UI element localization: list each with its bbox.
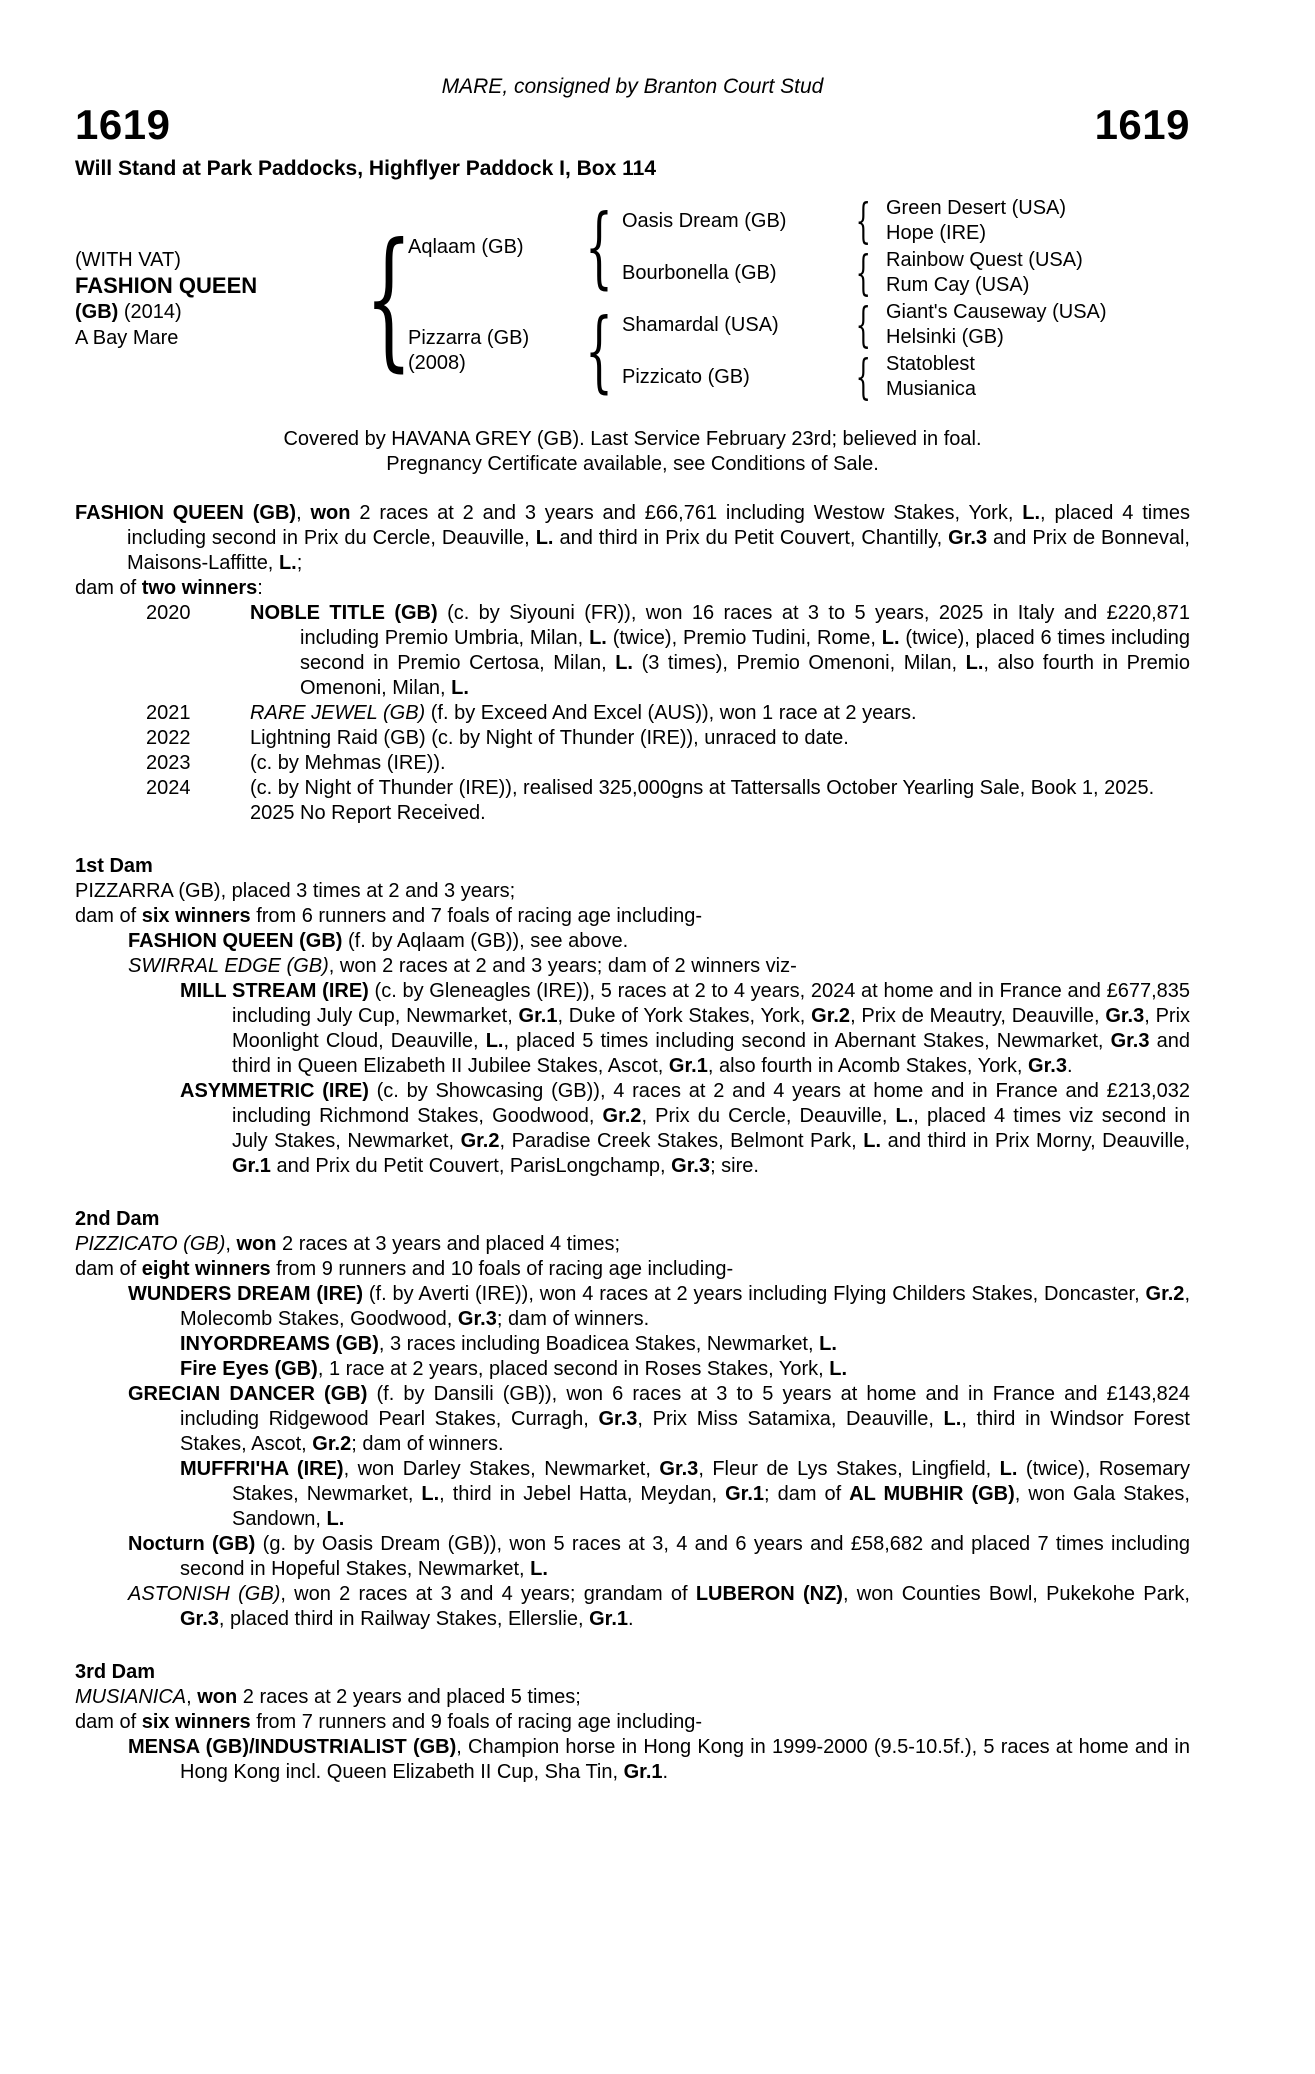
text-run: Gr.2 bbox=[1145, 1283, 1185, 1305]
consignor-line: MARE, consigned by Branton Court Stud bbox=[441, 75, 824, 98]
text-run: L. bbox=[965, 652, 984, 674]
text-run: NOBLE TITLE (GB) bbox=[250, 602, 438, 624]
text-run: , 1 race at 2 years, placed second in Roses Stakes, York, bbox=[317, 1358, 830, 1380]
text-run: L. bbox=[943, 1408, 962, 1430]
text-run: . bbox=[628, 1608, 634, 1630]
text-run: ASYMMETRIC (IRE) bbox=[180, 1080, 369, 1102]
text-run: , third in Windsor Forest Stakes, Ascot, bbox=[180, 1408, 1190, 1455]
text-run: dam of bbox=[75, 577, 142, 599]
text-run: . bbox=[662, 1761, 669, 1783]
text-run: ; dam of winners. bbox=[496, 1308, 650, 1330]
text-run: 2 races at 2 years and placed 5 times; bbox=[237, 1686, 581, 1708]
pizzarra-record bbox=[75, 879, 1190, 904]
text-run: ; bbox=[296, 552, 303, 574]
text-run: Gr.3 bbox=[948, 527, 988, 549]
mare-suffix-year bbox=[75, 299, 370, 325]
text-run: (f. by Averti (IRE)), won 4 races at 2 years including Flying Childers Stakes, Doncaster, bbox=[363, 1283, 1146, 1305]
text-run: Gr.1 bbox=[518, 1005, 558, 1027]
first-dam-heading bbox=[75, 854, 1190, 879]
pedigree-brace-icon: { bbox=[585, 299, 613, 402]
pedigree-brace-icon: { bbox=[855, 349, 871, 405]
text-run: (c. by Mehmas (IRE)). bbox=[250, 752, 446, 774]
produce-year: 2020 bbox=[146, 602, 191, 624]
catalogue-page bbox=[0, 74, 1315, 1825]
dam-year: (2008) bbox=[408, 352, 466, 374]
produce-year: 2023 bbox=[146, 752, 191, 774]
text-run: ASTONISH (GB) bbox=[128, 1583, 281, 1605]
horse-name: Musianica bbox=[886, 378, 977, 400]
horse-name: Rum Cay (USA) bbox=[886, 274, 1030, 296]
covering-line-2: Pregnancy Certificate available, see Conditions of Sale. bbox=[386, 453, 879, 475]
dam-name: Pizzarra (GB) bbox=[408, 327, 530, 349]
third-dam-heading bbox=[75, 1660, 1190, 1685]
text-run: PIZZARRA (GB), placed 3 times at 2 and 3 years; bbox=[75, 880, 516, 902]
text-run: dam of bbox=[75, 1258, 142, 1280]
text-run: , won Darley Stakes, Newmarket, bbox=[343, 1458, 660, 1480]
offspring-nocturn bbox=[75, 1532, 1190, 1582]
text-run: Fire Eyes (GB) bbox=[180, 1358, 318, 1380]
text-run: ; dam of winners. bbox=[351, 1433, 504, 1455]
lot-number-row bbox=[75, 101, 1190, 148]
text-run: Gr.2 bbox=[460, 1130, 500, 1152]
text-run: and third in Prix du Petit Couvert, Chantilly, bbox=[553, 527, 949, 549]
text-run: , Prix de Meautry, Deauville, bbox=[850, 1005, 1106, 1027]
text-run: MUSIANICA bbox=[75, 1686, 187, 1708]
offspring-asymmetric bbox=[75, 1079, 1190, 1179]
produce-record-2021 bbox=[75, 701, 1190, 726]
offspring-astonish bbox=[75, 1582, 1190, 1632]
text-run: MENSA (GB)/INDUSTRIALIST (GB) bbox=[128, 1736, 457, 1758]
text-run: 1st Dam bbox=[75, 855, 153, 877]
text-run: Gr.2 bbox=[811, 1005, 851, 1027]
offspring-muffriha bbox=[75, 1457, 1190, 1532]
text-run: L. bbox=[421, 1483, 440, 1505]
text-run: six winners bbox=[141, 905, 251, 927]
text-run: Gr.3 bbox=[659, 1458, 699, 1480]
text-run: L. bbox=[881, 627, 900, 649]
text-run: dam of bbox=[75, 1711, 142, 1733]
text-run: Gr.1 bbox=[589, 1608, 628, 1630]
text-run: , Prix Miss Satamixa, Deauville, bbox=[637, 1408, 944, 1430]
offspring-swirral-edge bbox=[75, 954, 1190, 979]
text-run: L. bbox=[1022, 502, 1041, 524]
covering-details bbox=[75, 427, 1190, 477]
text-run: , Paradise Creek Stakes, Belmont Park, bbox=[499, 1130, 864, 1152]
horse-name: Giant's Causeway (USA) bbox=[886, 301, 1107, 323]
text-run: (g. by Oasis Dream (GB)), won 5 races at 3, 4 and 6 years and £58,682 and placed 7 times including second in Hopeful Stakes, Newmarket, bbox=[180, 1533, 1190, 1580]
text-run: L. bbox=[819, 1333, 837, 1355]
text-run: , placed 4 times viz second in July Stakes, Newmarket, bbox=[232, 1105, 1190, 1152]
text-run: RARE JEWEL (GB) bbox=[250, 702, 426, 724]
horse-name: Oasis Dream (GB) bbox=[622, 209, 787, 232]
text-run: , bbox=[296, 502, 311, 524]
text-run: Gr.1 bbox=[232, 1155, 271, 1177]
text-run: , Champion horse in Hong Kong in 1999-2000 (9.5-10.5f.), 5 races at home and in Hong Kong incl. Queen Elizabeth II Cup, Sha Tin, bbox=[180, 1736, 1190, 1783]
produce-record-2024 bbox=[75, 776, 1190, 801]
mare-foaling-year: (2014) bbox=[123, 301, 182, 323]
vat-note: (WITH VAT) bbox=[75, 249, 181, 271]
text-run: , won 2 races at 3 and 4 years; grandam of bbox=[280, 1583, 696, 1605]
text-run: , Fleur de Lys Stakes, Lingfield, bbox=[698, 1458, 1000, 1480]
horse-name: Green Desert (USA) bbox=[886, 197, 1067, 219]
text-run: (f. by Exceed And Excel (AUS)), won 1 race at 2 years. bbox=[425, 702, 917, 724]
text-run: MILL STREAM (IRE) bbox=[180, 980, 369, 1002]
text-run: , Prix du Cercle, Deauville, bbox=[641, 1105, 896, 1127]
text-run: (twice), placed 6 times including second in Premio Certosa, Milan, bbox=[300, 627, 1190, 674]
dam-cell bbox=[408, 299, 576, 403]
text-run: 2nd Dam bbox=[75, 1208, 160, 1230]
text-run: , 3 races including Boadicea Stakes, Newmarket, bbox=[378, 1333, 820, 1355]
dam-of-line bbox=[75, 576, 1190, 601]
text-run: from 9 runners and 10 foals of racing age including- bbox=[270, 1258, 734, 1280]
text-run: , placed third in Railway Stakes, Ellerslie, bbox=[218, 1608, 590, 1630]
text-run: GRECIAN DANCER (GB) bbox=[128, 1383, 368, 1405]
grandsire-cell bbox=[622, 195, 840, 247]
text-run: , placed 4 times including second in Prix du Cercle, Deauville, bbox=[127, 502, 1190, 549]
text-run: Lightning Raid (GB) (c. by Night of Thunder (IRE)), unraced to date. bbox=[250, 727, 849, 749]
text-run: SWIRRAL EDGE (GB) bbox=[128, 955, 329, 977]
mare-details bbox=[75, 195, 370, 403]
text-run: 2 races at 3 years and placed 4 times; bbox=[276, 1233, 621, 1255]
mare-name: FASHION QUEEN bbox=[75, 273, 258, 298]
produce-record-2022 bbox=[75, 726, 1190, 751]
offspring-mensa-industrialist bbox=[75, 1735, 1190, 1785]
produce-record-2023 bbox=[75, 751, 1190, 776]
text-run: , third in Jebel Hatta, Meydan, bbox=[439, 1483, 726, 1505]
pedigree-brace-icon: { bbox=[855, 297, 871, 353]
dam-of-line bbox=[75, 1710, 1190, 1735]
text-run: from 7 runners and 9 foals of racing age including- bbox=[250, 1711, 703, 1733]
musianica-record bbox=[75, 1685, 1190, 1710]
granddam-cell bbox=[622, 351, 840, 403]
text-run: Gr.3 bbox=[671, 1155, 711, 1177]
text-run: , also fourth in Acomb Stakes, York, bbox=[707, 1055, 1029, 1077]
text-run: : bbox=[257, 577, 263, 599]
text-run: L. bbox=[615, 652, 633, 674]
offspring-fashion-queen bbox=[75, 929, 1190, 954]
text-run: , won 2 races at 2 and 3 years; dam of 2 winners viz- bbox=[328, 955, 797, 977]
text-run: won bbox=[197, 1686, 238, 1708]
text-run: (c. by Night of Thunder (IRE)), realised 325,000gns at Tattersalls October Yearling Sale, Book 1, 2025. bbox=[250, 777, 1155, 799]
dam-of-line bbox=[75, 904, 1190, 929]
horse-name: Hope (IRE) bbox=[886, 222, 987, 244]
dam-of-line bbox=[75, 1257, 1190, 1282]
horse-name: Bourbonella (GB) bbox=[622, 261, 777, 284]
text-run: L. bbox=[895, 1105, 914, 1127]
sire-cell bbox=[408, 195, 576, 299]
text-run: (c. by Showcasing (GB)), 4 races at 2 and 4 years at home and in France and £213,032 including Richmond Stakes, Goodwood, bbox=[232, 1080, 1190, 1127]
covering-line-1: Covered by HAVANA GREY (GB). Last Service February 23rd; believed in foal. bbox=[283, 428, 982, 450]
text-run: 2 races at 2 and 3 years and £66,761 including Westow Stakes, York, bbox=[350, 502, 1023, 524]
mare-description: A Bay Mare bbox=[75, 327, 179, 349]
text-run: L. bbox=[589, 627, 607, 649]
text-run: Gr.1 bbox=[623, 1761, 663, 1783]
text-run: , Molecomb Stakes, Goodwood, bbox=[180, 1283, 1190, 1330]
text-run: L. bbox=[451, 677, 469, 699]
offspring-fire-eyes bbox=[75, 1357, 1190, 1382]
text-run: L. bbox=[999, 1458, 1018, 1480]
horse-name: Pizzicato (GB) bbox=[622, 365, 750, 388]
body-sections bbox=[75, 501, 1190, 1785]
text-run: Gr.3 bbox=[1110, 1030, 1150, 1052]
produce-record-2020 bbox=[75, 601, 1190, 701]
fashion-queen-race-record bbox=[75, 501, 1190, 576]
text-run: ; sire. bbox=[710, 1155, 759, 1177]
text-run: AL MUBHIR (GB) bbox=[849, 1483, 1015, 1505]
horse-name: Shamardal (USA) bbox=[622, 313, 779, 336]
great-grandparents-pair bbox=[886, 247, 1190, 299]
text-run: six winners bbox=[141, 1711, 251, 1733]
stand-location-line: Will Stand at Park Paddocks, Highflyer Paddock I, Box 114 bbox=[75, 157, 656, 180]
text-run: Gr.1 bbox=[725, 1483, 765, 1505]
granddam-cell bbox=[622, 247, 840, 299]
text-run: , Duke of York Stakes, York, bbox=[557, 1005, 812, 1027]
pizzicato-record bbox=[75, 1232, 1190, 1257]
text-run: L. bbox=[278, 552, 297, 574]
text-run: L. bbox=[535, 527, 554, 549]
text-run: Gr.2 bbox=[312, 1433, 352, 1455]
second-dam-heading bbox=[75, 1207, 1190, 1232]
text-run: eight winners bbox=[141, 1258, 271, 1280]
offspring-inyordreams bbox=[75, 1332, 1190, 1357]
horse-name: Rainbow Quest (USA) bbox=[886, 249, 1083, 271]
text-run: and third in Queen Elizabeth II Jubilee Stakes, Ascot, bbox=[232, 1030, 1190, 1077]
text-run: and Prix de Bonneval, Maisons-Laffitte, bbox=[127, 527, 1190, 574]
text-run: (twice), Rosemary Stakes, Newmarket, bbox=[232, 1458, 1190, 1505]
text-run: (twice), Premio Tudini, Rome, bbox=[606, 627, 882, 649]
text-run: (f. by Aqlaam (GB)), see above. bbox=[342, 930, 629, 952]
text-run: L. bbox=[863, 1130, 882, 1152]
text-run: L. bbox=[326, 1508, 345, 1530]
text-run: Gr.3 bbox=[457, 1308, 497, 1330]
pedigree-brace-icon: { bbox=[585, 195, 613, 298]
text-run: Gr.2 bbox=[602, 1105, 642, 1127]
text-run: WUNDERS DREAM (IRE) bbox=[128, 1283, 364, 1305]
text-run: dam of bbox=[75, 905, 142, 927]
lot-number-left: 1619 bbox=[75, 101, 171, 148]
text-run: (f. by Dansili (GB)), won 6 races at 3 to 5 years at home and in France and £143,824 including Ridgewood Pearl Stakes, Curragh, bbox=[180, 1383, 1190, 1430]
text-run: L. bbox=[485, 1030, 504, 1052]
text-run: 2025 No Report Received. bbox=[250, 802, 486, 824]
text-run: LUBERON (NZ) bbox=[695, 1583, 843, 1605]
text-run: L. bbox=[829, 1358, 848, 1380]
text-run: , won Counties Bowl, Pukekohe Park, bbox=[842, 1583, 1190, 1605]
text-run: , won Gala Stakes, Sandown, bbox=[232, 1483, 1190, 1530]
horse-name: Helsinki (GB) bbox=[886, 326, 1004, 348]
text-run: (c. by Siyouni (FR)), won 16 races at 3 to 5 years, 2025 in Italy and £220,871 including Premio Umbria, Milan, bbox=[300, 602, 1191, 649]
horse-name: Statoblest bbox=[886, 353, 975, 375]
produce-year: 2021 bbox=[146, 702, 191, 724]
text-run: , also fourth in Premio Omenoni, Milan, bbox=[300, 652, 1190, 699]
text-run: (c. by Gleneagles (IRE)), 5 races at 2 to 4 years, 2024 at home and in France and £677,835 including July Cup, Newmarket, bbox=[232, 980, 1190, 1027]
text-run: 3rd Dam bbox=[75, 1661, 156, 1683]
pedigree-table bbox=[75, 195, 1190, 403]
mare-country-suffix: (GB) bbox=[75, 301, 119, 323]
text-run: PIZZICATO (GB) bbox=[75, 1233, 226, 1255]
pedigree-brace-icon: { bbox=[855, 245, 871, 301]
text-run: . bbox=[1066, 1055, 1073, 1077]
text-run: from 6 runners and 7 foals of racing age including- bbox=[250, 905, 703, 927]
text-run: won bbox=[236, 1233, 277, 1255]
great-grandparents-pair bbox=[886, 351, 1190, 403]
text-run: FASHION QUEEN (GB) bbox=[75, 502, 297, 524]
produce-year: 2022 bbox=[146, 727, 191, 749]
offspring-grecian-dancer bbox=[75, 1382, 1190, 1457]
text-run: Gr.3 bbox=[180, 1608, 219, 1630]
grandsire-cell bbox=[622, 299, 840, 351]
text-run: and third in Prix Morny, Deauville, bbox=[881, 1130, 1191, 1152]
text-run: FASHION QUEEN (GB) bbox=[128, 930, 343, 952]
text-run: Gr.3 bbox=[1105, 1005, 1145, 1027]
text-run: two winners bbox=[141, 577, 258, 599]
sire-name: Aqlaam (GB) bbox=[408, 235, 524, 258]
pedigree-brace-icon: { bbox=[365, 212, 413, 386]
text-run: INYORDREAMS (GB) bbox=[180, 1333, 379, 1355]
text-run: , bbox=[186, 1686, 198, 1708]
text-run: and Prix du Petit Couvert, ParisLongchamp, bbox=[270, 1155, 672, 1177]
text-run: ; dam of bbox=[764, 1483, 850, 1505]
text-run: Nocturn (GB) bbox=[128, 1533, 256, 1555]
produce-year: 2024 bbox=[146, 777, 191, 799]
text-run: Gr.3 bbox=[1028, 1055, 1067, 1077]
offspring-wunders-dream bbox=[75, 1282, 1190, 1332]
text-run: Gr.3 bbox=[598, 1408, 638, 1430]
offspring-mill-stream bbox=[75, 979, 1190, 1079]
text-run: won bbox=[310, 502, 351, 524]
text-run: , bbox=[225, 1233, 237, 1255]
produce-record-2025 bbox=[75, 801, 1190, 826]
text-run: , Prix Moonlight Cloud, Deauville, bbox=[232, 1005, 1191, 1052]
great-grandparents-pair bbox=[886, 195, 1190, 247]
text-run: , placed 5 times including second in Abernant Stakes, Newmarket, bbox=[503, 1030, 1111, 1052]
lot-number-right: 1619 bbox=[1094, 101, 1190, 148]
text-run: (3 times), Premio Omenoni, Milan, bbox=[633, 652, 966, 674]
pedigree-brace-icon: { bbox=[855, 193, 871, 249]
text-run: MUFFRI'HA (IRE) bbox=[180, 1458, 344, 1480]
text-run: Gr.1 bbox=[668, 1055, 708, 1077]
text-run: L. bbox=[530, 1558, 548, 1580]
great-grandparents-pair bbox=[886, 299, 1190, 351]
